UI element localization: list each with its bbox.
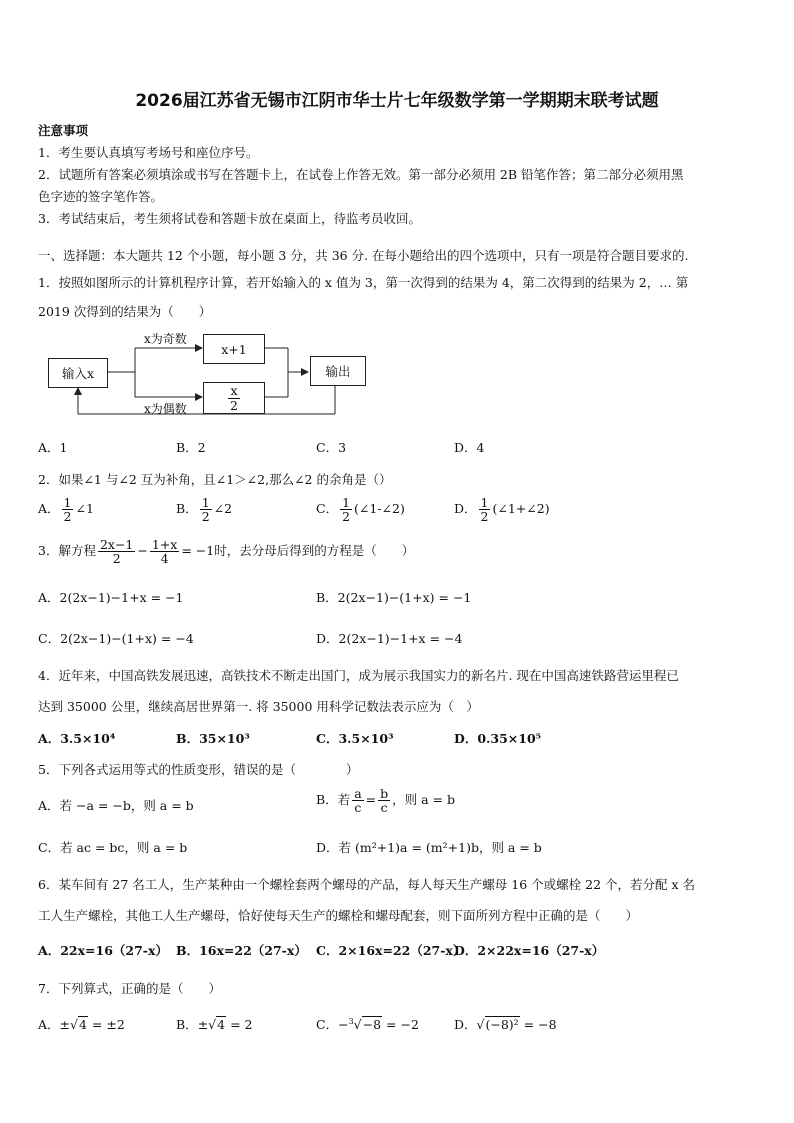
option-c: C．2(2x−1)−(1+x) = −4 [38, 631, 194, 646]
notice-item: 2．试题所有答案必须填涂或书写在答题卡上，在试卷上作答无效。第一部分必须用 2B 铅笔作答；第二部分必须用黑 [38, 167, 684, 182]
page-title: 2026届江苏省无锡市江阴市华士片七年级数学第一学期期末联考试题 [135, 91, 659, 111]
notice-heading: 注意事项 [38, 123, 89, 138]
option-b: B．16x=22（27-x） [176, 943, 307, 958]
option-label: D． [454, 501, 477, 517]
plus-one-box: x+1 [203, 334, 265, 364]
option-text: = −8 [519, 1017, 557, 1032]
option-b [176, 1015, 252, 1033]
option-text: B．若 [316, 792, 351, 808]
flowchart-diagram [40, 328, 380, 418]
option-a: A．2(2x−1)−1+x = −1 [38, 590, 184, 605]
option-text: = −2 [382, 1017, 419, 1032]
option-d: D．2(2x−1)−1+x = −4 [316, 631, 463, 646]
option-a: A．3.5×10⁴ [38, 731, 116, 746]
option-label: D． [454, 1017, 477, 1032]
option-text: (∠1+∠2) [492, 501, 550, 517]
frac-den: c [354, 800, 362, 816]
option-b: B．2 [176, 440, 206, 455]
operator: ± [197, 1017, 209, 1032]
question-4-stem: 4．近年来，中国高铁发展迅速，高铁技术不断走出国门，成为展示我国实力的新名片. 现在中国高速铁路营运里程已 [38, 668, 679, 683]
option-b [316, 787, 455, 814]
frac-num: 2x−1 [99, 537, 134, 552]
frac-den: 4 [160, 551, 169, 567]
radicand: 4 [78, 1017, 87, 1032]
option-c: C．若 ac = bc，则 a = b [38, 840, 188, 855]
radicand: 4 [217, 1017, 226, 1032]
question-6-stem: 工人生产螺栓，其他工人生产螺母，恰好使每天生产的螺栓和螺母配套，则下面所列方程中正确的是（ ） [38, 908, 639, 923]
notice-item: 1．考生要认真填写考场号和座位序号。 [38, 145, 259, 160]
operator: = [365, 792, 377, 808]
notice-item: 3．考试结束后，考生须将试卷和答题卡放在桌面上，待监考员收回。 [38, 211, 421, 226]
frac-num: 1 [342, 495, 351, 510]
frac-den: c [380, 800, 388, 816]
option-text: ，则 a = b [392, 792, 455, 808]
sqrt-sign: √ [476, 1017, 485, 1032]
option-d: D．4 [454, 440, 485, 455]
question-7-stem: 7．下列算式，正确的是（ ） [38, 981, 221, 996]
option-b: B．2(2x−1)−(1+x) = −1 [316, 590, 472, 605]
question-6-stem: 6．某车间有 27 名工人，生产某种由一个螺栓套两个螺母的产品，每人每天生产螺母 16 个或螺栓 22 个，若分配 x 名 [38, 877, 696, 892]
half-numerator: x [230, 383, 238, 399]
option-d: D．若 (m²+1)a = (m²+1)b，则 a = b [316, 840, 542, 855]
option-text: ∠1 [75, 501, 94, 517]
output-box: 输出 [310, 356, 366, 386]
option-label: A． [38, 1017, 60, 1032]
operator: ± [59, 1017, 71, 1032]
question-1-stem: 2019 次得到的结果为（ ） [38, 304, 212, 319]
option-label: B． [176, 501, 198, 517]
option-d [454, 496, 550, 523]
odd-label: x为奇数 [144, 332, 187, 346]
frac-num: 1 [201, 495, 210, 510]
frac-den: 2 [480, 509, 489, 525]
frac-den: 2 [112, 551, 121, 567]
option-label: C． [316, 1017, 339, 1032]
stem-suffix: = −1时，去分母后得到的方程是（ ） [181, 543, 415, 559]
frac-den: 2 [201, 509, 210, 525]
option-text: = 2 [226, 1017, 253, 1032]
option-c [316, 496, 405, 523]
frac-den: 2 [342, 509, 351, 525]
root-index: 3 [348, 1016, 354, 1026]
notice-item: 色字迹的签字笔作答。 [38, 189, 164, 204]
option-c [316, 1015, 419, 1033]
question-1-stem: 1．按照如图所示的计算机程序计算，若开始输入的 x 值为 3，第一次得到的结果为 4，第二次得到的结果为 2，… 第 [38, 275, 689, 290]
section-heading: 一、选择题：本大题共 12 个小题，每小题 3 分，共 36 分. 在每小题给出的四个选项中，只有一项是符合题目要求的. [38, 248, 689, 263]
half-denominator: 2 [230, 397, 238, 413]
option-label: C． [316, 501, 339, 517]
option-label: B． [176, 1017, 198, 1032]
option-text: (∠1-∠2) [354, 501, 405, 517]
frac-num: b [380, 786, 389, 801]
option-c: C．2×16x=22（27-x） [316, 943, 466, 958]
sqrt-sign: √ [70, 1017, 78, 1032]
option-c: C．3 [316, 440, 347, 455]
frac-num: 1 [63, 495, 72, 510]
question-5-stem: 5．下列各式运用等式的性质变形，错误的是（ ） [38, 762, 359, 777]
option-text: = ±2 [87, 1017, 125, 1032]
option-d [454, 1015, 557, 1033]
option-a: A．22x=16（27-x） [38, 943, 168, 958]
option-b [176, 496, 232, 523]
operator: − [137, 543, 148, 559]
frac-num: 1 [480, 495, 489, 510]
question-4-stem: 达到 35000 公里，继续高居世界第一. 将 35000 用科学记数法表示应为（ ） [38, 699, 479, 714]
input-box: 输入x [48, 358, 108, 388]
question-3-stem [38, 538, 414, 565]
half-box [203, 382, 265, 414]
even-label: x为偶数 [144, 402, 187, 416]
radicand: (−8)² [485, 1017, 519, 1032]
question-2-stem: 2．如果∠1 与∠2 互为补角，且∠1＞∠2,那么∠2 的余角是（） [38, 472, 392, 487]
option-c: C．3.5×10³ [316, 731, 394, 746]
option-d: D．2×22x=16（27-x） [454, 943, 605, 958]
option-b: B．35×10³ [176, 731, 250, 746]
option-label: A． [38, 501, 60, 517]
radicand: −8 [362, 1017, 382, 1032]
option-a [38, 1015, 125, 1033]
option-a: A．1 [38, 440, 68, 455]
option-text: ∠2 [213, 501, 233, 517]
option-d: D．0.35×10⁵ [454, 731, 542, 746]
stem-prefix: 3．解方程 [38, 543, 96, 559]
frac-num: a [354, 786, 362, 801]
frac-num: 1+x [151, 537, 178, 552]
sqrt-sign: √ [353, 1017, 362, 1032]
option-a [38, 496, 94, 523]
frac-den: 2 [63, 509, 72, 525]
sqrt-sign: √ [208, 1017, 217, 1032]
option-a: A．若 −a = −b，则 a = b [38, 798, 194, 813]
operator: − [338, 1017, 349, 1032]
